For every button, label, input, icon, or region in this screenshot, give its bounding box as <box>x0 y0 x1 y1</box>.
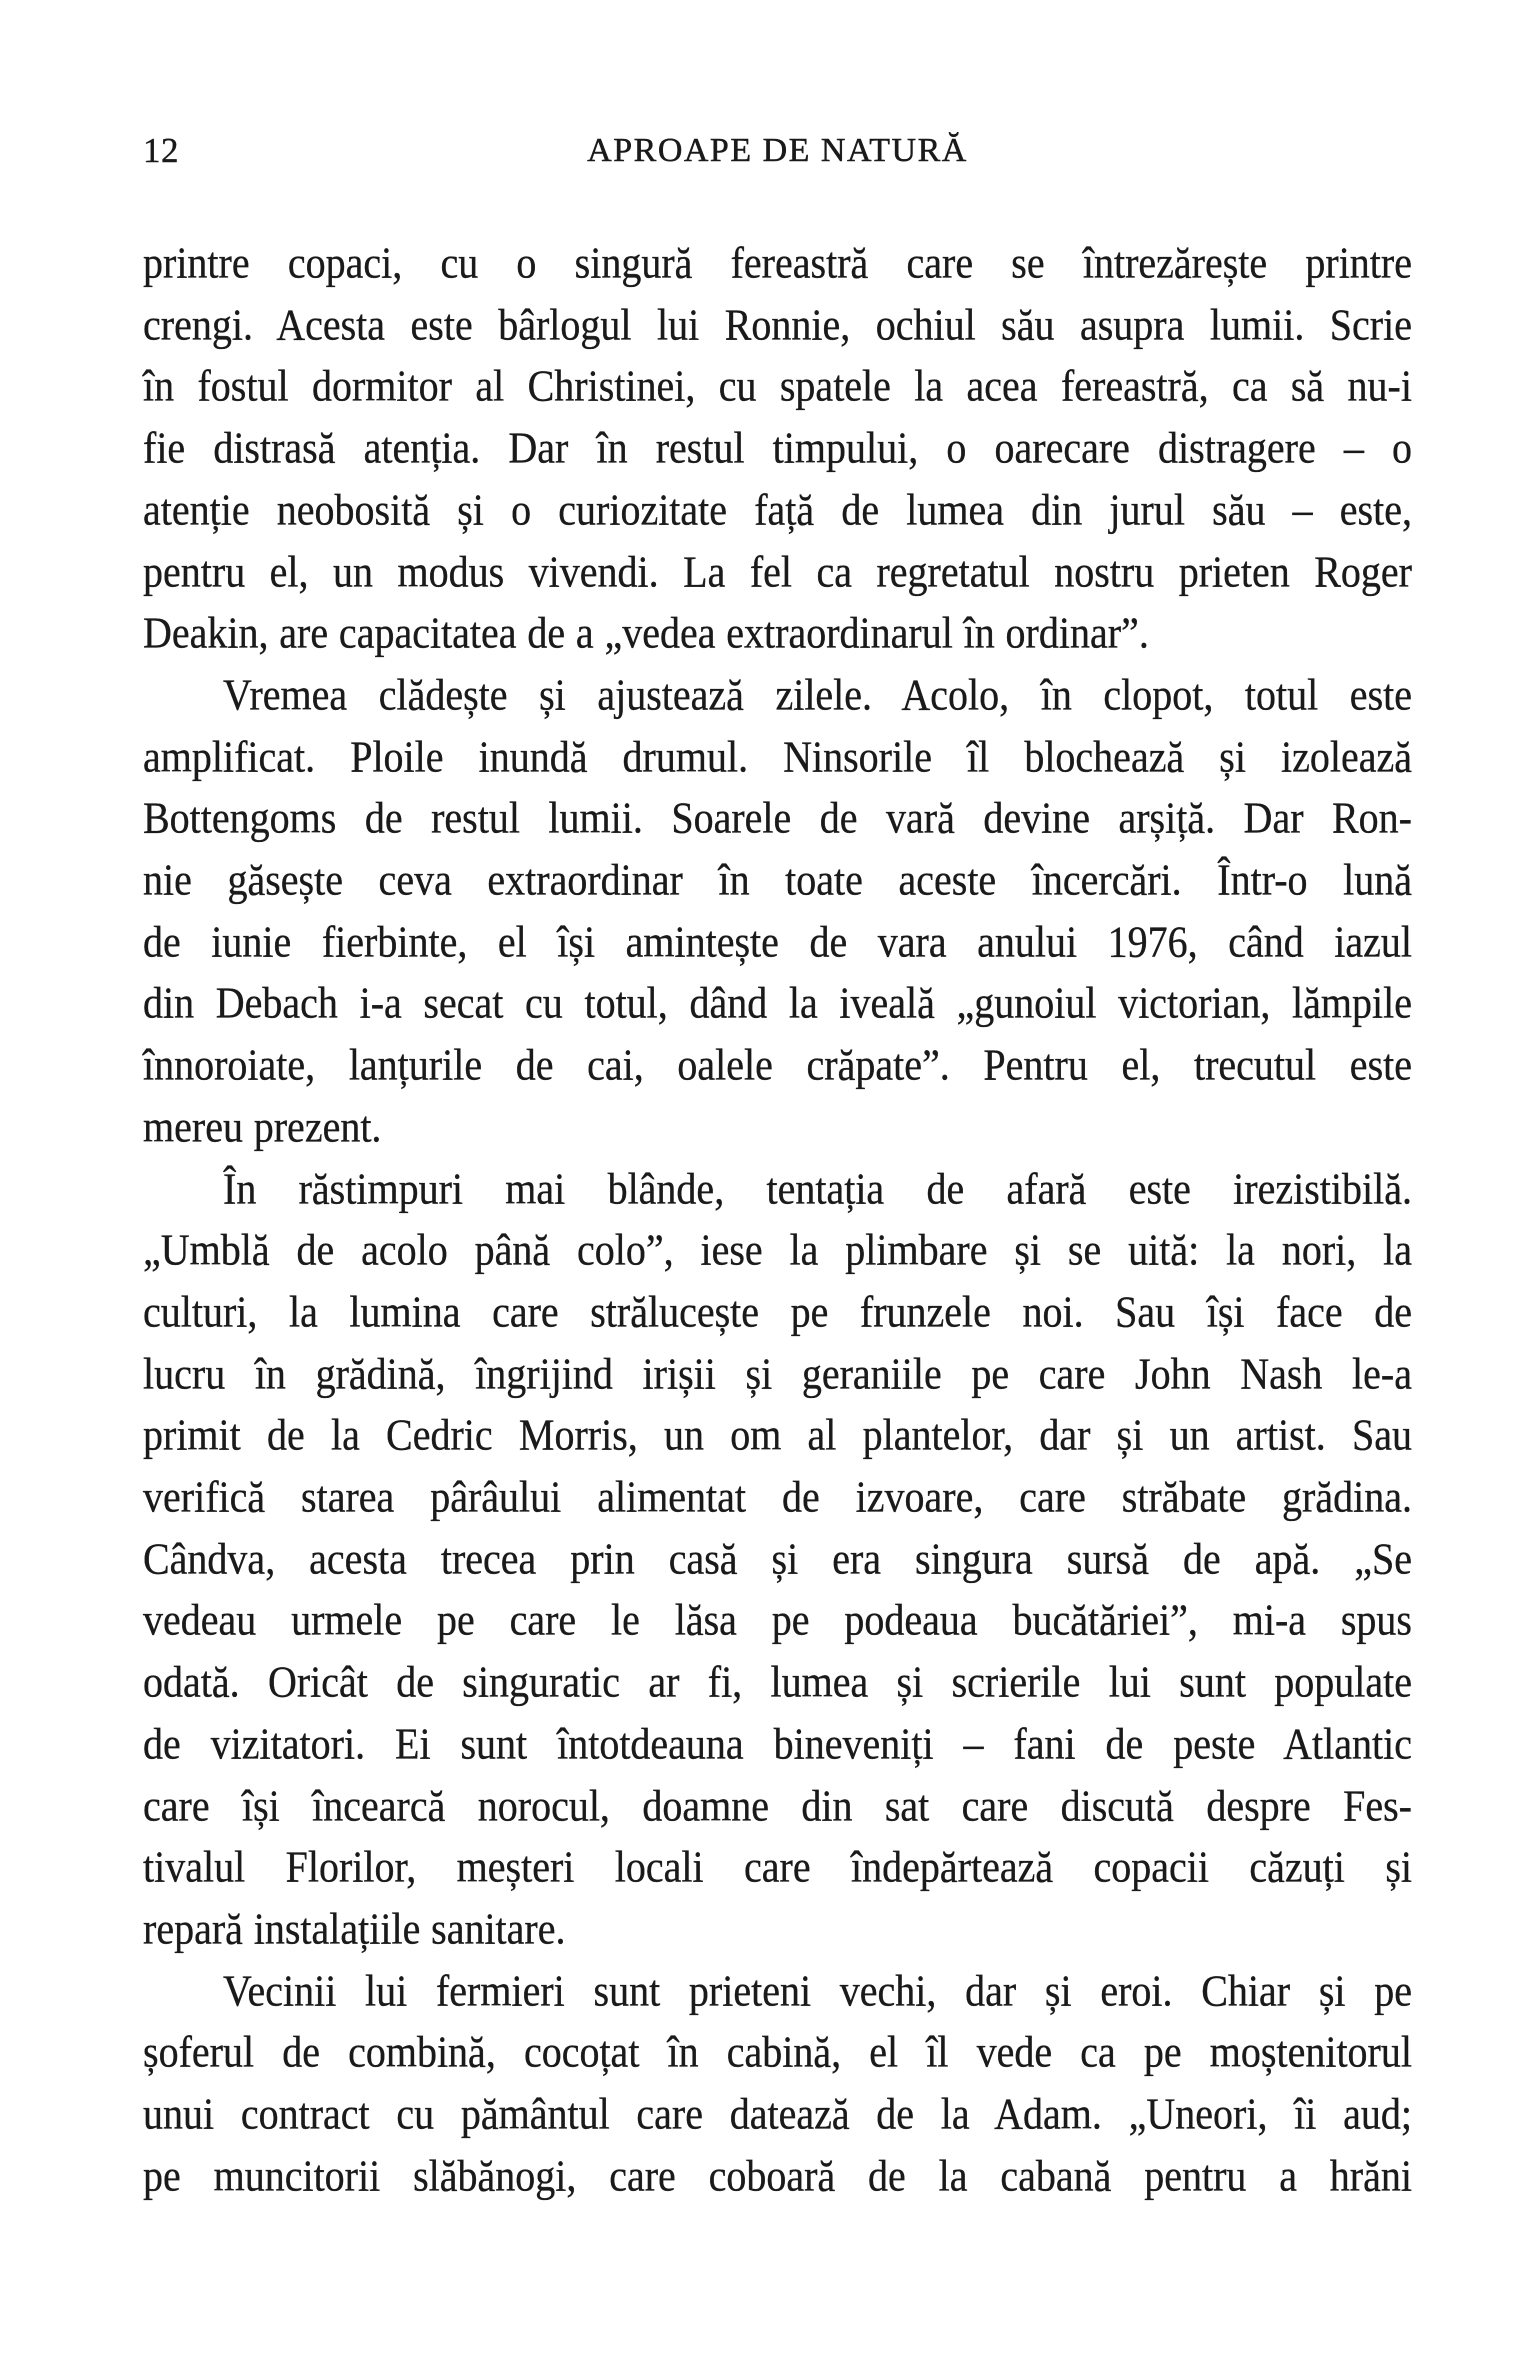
text-line: atenție neobosită și o curiozitate față de lumea din jurul său – este, <box>143 484 1412 535</box>
text-line: de vizitatori. Ei sunt întotdeauna bineveniți – fani de peste Atlantic <box>143 1718 1412 1769</box>
text-line: în fostul dormitor al Christinei, cu spatele la acea fereastră, ca să nu-i <box>143 360 1412 412</box>
text-line: tivalul Florilor, meșteri locali care îndepărtează copacii căzuți și <box>143 1841 1412 1892</box>
text-line: Bottengoms de restul lumii. Soarele de vară devine arșiță. Dar Ron- <box>143 792 1412 843</box>
text-line: Vecinii lui fermieri sunt prieteni vechi, dar și eroi. Chiar și pe <box>223 1964 1412 2016</box>
text-line: odată. Oricât de singuratic ar fi, lumea și scrierile lui sunt populate <box>143 1656 1412 1707</box>
text-line: „Umblă de acolo până colo”, iese la plimbare și se uită: la nori, la <box>143 1224 1412 1275</box>
text-line: verifică starea pârâului alimentat de izvoare, care străbate grădina. <box>143 1471 1412 1522</box>
text-block <box>143 232 1412 2207</box>
paragraph <box>143 1158 1412 1960</box>
page-header <box>143 131 1412 174</box>
text-line: vedeau urmele pe care le lăsa pe podeaua bucătăriei”, mi-a spus <box>143 1594 1412 1646</box>
text-line: Cândva, acesta trecea prin casă și era singura sursă de apă. „Se <box>143 1533 1412 1584</box>
text-line: primit de la Cedric Morris, un om al plantelor, dar și un artist. Sau <box>143 1409 1412 1461</box>
text-line: care își încearcă norocul, doamne din sat care discută despre Fes- <box>143 1779 1412 1831</box>
text-line: crengi. Acesta este bârlogul lui Ronnie, ochiul său asupra lumii. Scrie <box>143 298 1412 350</box>
text-line: printre copaci, cu o singură fereastră care se întrezărește printre <box>143 237 1412 288</box>
text-line: culturi, la lumina care strălucește pe frunzele noi. Sau își face de <box>143 1286 1412 1337</box>
running-header: APROAPE DE NATURĂ <box>587 132 968 169</box>
text-line: fie distrasă atenția. Dar în restul timpului, o oarecare distragere – o <box>143 422 1412 473</box>
page-number: 12 <box>143 131 179 170</box>
text-line: pe muncitorii slăbănogi, care coboară de la cabană pentru a hrăni <box>143 2150 1412 2201</box>
text-line: Deakin, are capacitatea de a „vedea extraordinarul în ordinar”. <box>143 607 1149 658</box>
text-line: lucru în grădină, îngrijind irișii și geraniile pe care John Nash le-a <box>143 1347 1412 1399</box>
paragraph <box>143 1960 1412 2207</box>
text-line: nie găsește ceva extraordinar în toate aceste încercări. Într-o lună <box>143 854 1412 905</box>
text-line: înnoroiate, lanțurile de cai, oalele crăpate”. Pentru el, trecutul este <box>143 1039 1412 1090</box>
text-line: unui contract cu pământul care datează de la Adam. „Uneori, îi aud; <box>143 2088 1412 2139</box>
text-line: amplificat. Ploile inundă drumul. Ninsorile îl blochează și izolează <box>143 730 1412 782</box>
paragraph <box>143 664 1412 1158</box>
text-line: de iunie fierbinte, el își amintește de vara anului 1976, când iazul <box>143 915 1412 967</box>
text-line: șoferul de combină, cocoțat în cabină, el îl vede ca pe moștenitorul <box>143 2026 1412 2078</box>
text-line: pentru el, un modus vivendi. La fel ca regretatul nostru prieten Roger <box>143 545 1412 597</box>
text-line: din Debach i-a secat cu totul, dând la iveală „gunoiul victorian, lămpile <box>143 977 1412 1029</box>
text-line: Vremea clădește și ajustează zilele. Acolo, în clopot, totul este <box>223 669 1412 720</box>
text-line: În răstimpuri mai blânde, tentația de afară este irezistibilă. <box>223 1162 1412 1214</box>
text-line: mereu prezent. <box>143 1101 382 1152</box>
text-line: repară instalațiile sanitare. <box>143 1903 566 1954</box>
paragraph <box>143 232 1412 664</box>
